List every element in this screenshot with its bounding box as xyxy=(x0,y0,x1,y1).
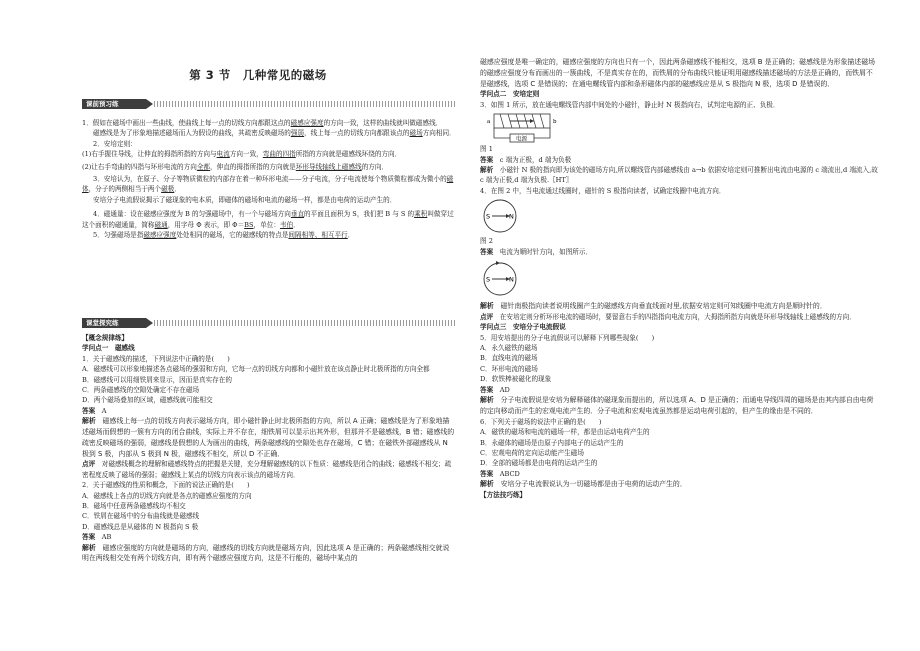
q2-answer: 答案 AB xyxy=(82,533,112,542)
question-4: 4．在图 2 中，当电流通过线圈时，磁针的 S 极指向读者，试确定线圈中电流方向． xyxy=(480,186,726,195)
figure-1-label-b: b xyxy=(553,119,557,126)
figure-1 xyxy=(480,110,878,144)
q1-option-a: A．磁感线可以形象地描述各点磁场的强弱和方向，它每一点的切线方向都和小磁针放在该点静止时北极所指的方向全都 xyxy=(82,365,430,374)
preview-item-2-2: (2)让右手弯曲的四指与环形电流的方向全都，伸直的拇指所指的方向就是环形导线轴线上磁感线的方向． xyxy=(82,162,389,171)
q1-option-d: D．两个磁场叠加的区域，磁感线就可能相交 xyxy=(82,396,213,405)
q2-option-a: A．磁感线上各点的切线方向就是各点的磁感应强度的方向 xyxy=(82,491,252,500)
preview-item-1b: 磁感线是为了形象地描述磁场而人为假设的曲线，其疏密反映磁场的强弱，线上每一点的切线方向都跟该点的磁场方向相同． xyxy=(93,129,456,138)
preview-item-1: 1．假如在磁场中画出一些曲线，使曲线上每一点的切线方向都跟这点的磁感应强度的方向一致，这样的曲线就叫做磁感线． xyxy=(82,119,443,127)
figure-2-caption: 图 2 xyxy=(480,237,493,246)
knowledge-point-3: 学问点三 安培分子电流假说 xyxy=(480,323,566,332)
concept-heading: 【概念规律练】 xyxy=(82,334,129,342)
q5-option-c: C．环形电流的磁场 xyxy=(480,364,538,373)
q5-analysis: 解析 分子电流假说是安培为解释磁体的磁现象而提出的，所以选项 A、D 是正确的；而通电导线四周的磁场是由其内部自由电荷的定向移动而产生的宏观电流产生的．分子电流和宏观电流虽然都是运动电荷引起的，但产生的缘由是不同的． xyxy=(480,396,874,415)
q6-option-a: A．磁铁的磁场和电流的磁场一样，都是由运动电荷产生的 xyxy=(480,428,650,437)
banner-stripe xyxy=(154,320,456,326)
q5-option-b: B．直线电流的磁场 xyxy=(480,354,538,363)
preview-item-3: 3．安培认为，在原子、分子等物质微粒的内部存在着一种环形电流——分子电流，分子电流使每个物质微粒都成为微小的磁体，分子的两侧相当于两个磁极． xyxy=(82,175,454,194)
clockwise-arrow-icon xyxy=(496,261,500,265)
q1-answer: 答案 A xyxy=(82,406,107,415)
figure-2 xyxy=(480,196,878,236)
method-heading: 【方法技巧练】 xyxy=(480,490,527,499)
question-3: 3．如图 1 所示，放在通电螺线管内部中间处的小磁针，静止时 N 极指向右，试判定电源的正、负极． xyxy=(480,100,780,109)
preview-section xyxy=(82,118,456,240)
right-flow xyxy=(480,57,878,500)
concept-section xyxy=(82,333,456,564)
knowledge-point-1: 学问点一 磁感线 xyxy=(82,344,135,353)
preview-item-3b: 安培分子电流假说揭示了磁现象的电本质，即磁体的磁场和电流的磁场一样，都是由电荷的运动产生的． xyxy=(93,195,397,204)
preview-item-2-1: (1)右手握住导线，让伸直的拇指所指的方向与电流方向一致，弯曲的四指所指的方向就是磁感线环绕的方向． xyxy=(82,150,402,159)
figure-1-label-a: a xyxy=(487,119,491,126)
q2-option-b: B．磁场中任意两条磁感线均不相交 xyxy=(82,502,186,511)
q6-answer: 答案 ABCD xyxy=(480,469,520,478)
q2-analysis-continued: 磁感应强度是唯一确定的，磁感应强度的方向也只有一个，因此两条磁感线不能相交，选项 B 是正确的；磁感线是为形象描述磁场的磁感应强度分布而画出的一簇曲线，不是真实存在的，而铁屑的分布曲线只能证明用磁感线描述磁场的方法是正确的，而铁屑不是磁感线，选项 C 是错误的；在通电螺线管内部和条形磁体内部的磁感线应是从 S 极指向 N 极，选项 D 是错误的． xyxy=(480,58,875,88)
figure-2-s-pole: S xyxy=(486,212,491,221)
question-2: 2．关于磁感线的性质和概念，下面的说法正确的是( ) xyxy=(82,481,250,490)
preview-item-2: 2．安培定则： xyxy=(93,139,137,148)
q6-option-b: B．永磁体的磁场是由原子内部电子的运动产生的 xyxy=(480,438,624,447)
q6-analysis: 解析 安培分子电流假说认为一切磁场都是由于电荷的运动产生的． xyxy=(480,480,687,489)
class-banner-label: 课堂探究练 xyxy=(82,318,146,328)
q4-comment: 点评 在安培定则分析环形电流的磁场时，要留意右手的四指指向电流方向，大拇指所指方向就是环形导线轴线上磁感线的方向． xyxy=(480,312,856,321)
preview-item-4: 4．磁通量：设在磁感应强度为 B 的匀强磁场中，有一个与磁场方向垂直的平面且面积为 S，我们把 B 与 S 的乘积叫做穿过这个面积的磁通量，简称磁通，用字母 Φ 表示，即 Φ＝BS，单位：韦伯． xyxy=(82,210,454,229)
preview-banner xyxy=(82,99,456,109)
q6-option-c: C．宏观电荷的定向运动能产生磁场 xyxy=(480,448,584,457)
q1-option-b: B．磁感线可以用细铁屑来显示，因而是真实存在的 xyxy=(82,375,232,384)
page-title: 第 3 节 几种常见的磁场 xyxy=(189,68,327,82)
solenoid-diagram xyxy=(480,110,600,144)
preview-item-5: 5．匀强磁场是指磁感应强度处处相同的磁场，它的磁感线的特点是间隔相等、相互平行． xyxy=(93,231,355,240)
q3-answer: 答案 c 端为正极，d 端为负极 xyxy=(480,155,572,164)
question-5: 5．用安培提出的分子电流假说可以解释下列哪些现象( ) xyxy=(480,333,655,342)
q1-analysis: 解析 磁感线上每一点的切线方向表示磁场方向，即小磁针静止时北极所指的方向，所以 A 正确；磁感线是为了形象地描述磁场而假想的一簇有方向的闭合曲线，实际上并不存在，细铁屑可以显示出其外形，但那并不是磁感线，B 错；磁感线的疏密反映磁场的强弱，磁感线是假想的人为画出的曲线，两条磁感线的空隙处也存在磁场，C 错；在磁铁外部磁感线从 N 极到 S 极，内部从 S 极到 N 极，磁感线不相交，所以 D 不正确． xyxy=(82,417,455,458)
q4-analysis: 解析 磁针南极指向读者说明线圈产生的磁感线方向垂直线面对里,依据安培定则可知线圈中电流方向是顺时针的． xyxy=(480,302,827,311)
figure-3-s-pole: S xyxy=(486,275,491,284)
class-banner xyxy=(82,318,456,328)
figure-2-n-pole: N xyxy=(509,212,514,221)
figure-3-n-pole: N xyxy=(509,275,514,284)
q1-option-c: C．两条磁感线的空隙处确定不存在磁场 xyxy=(82,386,200,395)
q5-answer: 答案 AD xyxy=(480,385,510,394)
question-1: 1．关于磁感线的描述，下列说法中正确的是( ) xyxy=(82,354,230,363)
clockwise-coil-diagram xyxy=(480,257,540,301)
q2-option-c: C．铁屑在磁场中的分布曲线就是磁感线 xyxy=(82,512,200,521)
q4-answer: 答案 电流为顺时针方向，如图所示． xyxy=(480,247,593,256)
preview-banner-label: 课前预习练 xyxy=(82,99,146,109)
coil-needle-diagram xyxy=(480,196,540,236)
q5-option-d: D．软铁棒被磁化的现象 xyxy=(480,375,552,384)
question-6: 6．下列关于磁场的说法中正确的是( ) xyxy=(480,417,602,426)
banner-stripe xyxy=(154,101,456,107)
q6-option-d: D．全部的磁场都是由电荷的运动产生的 xyxy=(480,459,598,468)
q5-option-a: A．永久磁铁的磁场 xyxy=(480,344,538,353)
knowledge-point-2: 学问点二 安培定则 xyxy=(480,90,540,99)
q2-analysis: 解析 磁感应强度的方向就是磁场的方向，磁感线的切线方向就是磁场方向，因此选项 A 是正确的；两条磁感线相交就说明在两线相交处有两个切线方向，即有两个磁感应强度方向，这是不行能的，磁场中某点的 xyxy=(82,543,450,563)
figure-1-caption: 图 1 xyxy=(480,145,493,154)
figure-3 xyxy=(480,257,878,301)
q2-option-d: D．磁感线总是从磁体的 N 极指向 S 极 xyxy=(82,522,199,531)
q3-analysis: 解析 小磁针 N 极的指向即为该处的磁场方向,所以螺线管内部磁感线由 a→b 依据安培定则可推断出电流由电源的 c 端流出,d 端流入,故 c 端为正极,d 端为负极.〖HT〗 xyxy=(480,166,878,185)
figure-1-source-label: 电源 xyxy=(516,136,528,143)
q1-comment: 点评 对磁感线概念的理解和磁感线特点的把握是关键，充分理解磁感线的以下性质：磁感线是闭合的曲线；磁感线不相交；疏密程度反映了磁场的强弱；磁感线上某点的切线方向表示该点的磁场方向． xyxy=(82,460,452,479)
